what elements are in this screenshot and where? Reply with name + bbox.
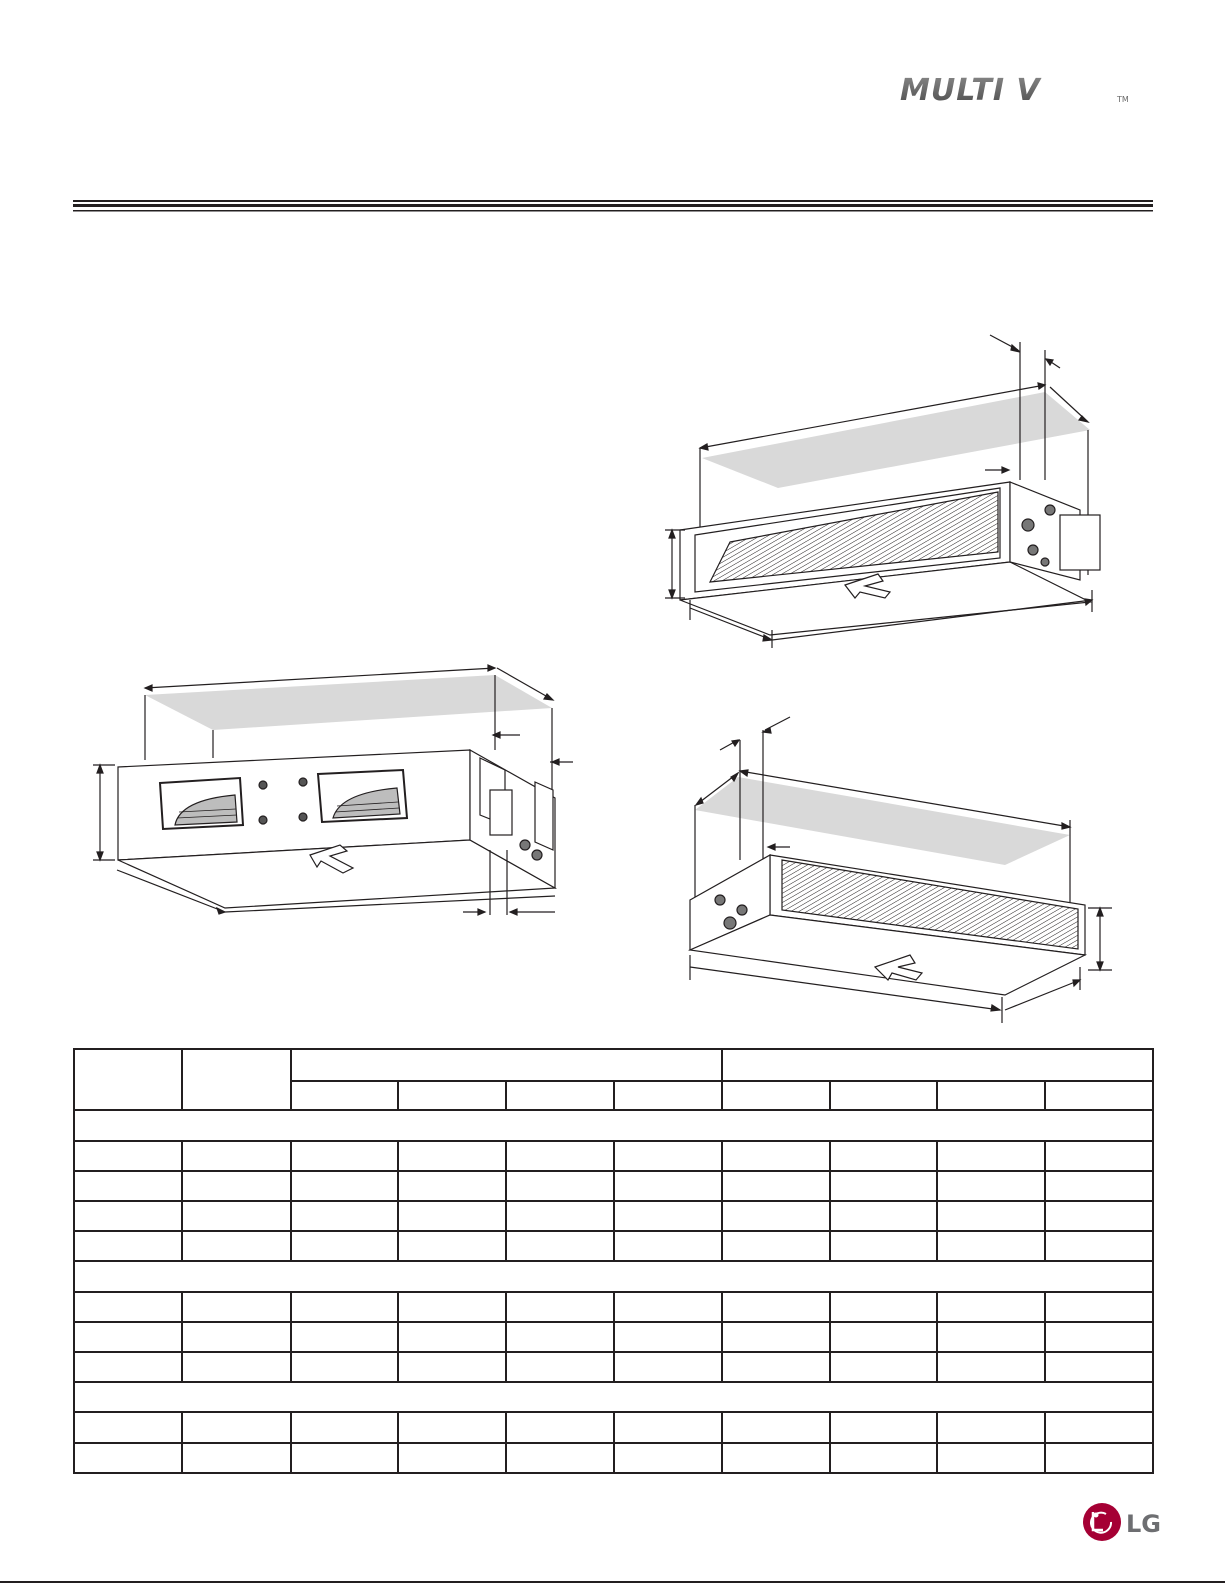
table-subheader-cell: [722, 1081, 830, 1110]
table-row: [74, 1201, 1153, 1231]
diagram-ducted-unit-top-right: [660, 330, 1130, 660]
table-row: [74, 1292, 1153, 1322]
table-row: [74, 1412, 1153, 1442]
table-header-cell: [74, 1049, 182, 1110]
table-row: [74, 1141, 1153, 1171]
table-section-row: [74, 1110, 1153, 1140]
table-group-header: [722, 1049, 1153, 1081]
multi-v-logo: [900, 72, 1155, 112]
svg-text:LG: LG: [1126, 1510, 1161, 1538]
svg-text:MULTI V: MULTI V: [900, 73, 1041, 108]
header-rule: [73, 200, 1153, 214]
table-header-row: [74, 1049, 1153, 1081]
table-row: [74, 1322, 1153, 1352]
diagram-ducted-unit-bottom-right: [660, 705, 1140, 1025]
table-section-row: [74, 1382, 1153, 1412]
spec-table: [73, 1048, 1154, 1474]
table-row: [74, 1171, 1153, 1201]
diagram-ducted-unit-left: [85, 650, 605, 930]
footer-rule: [0, 1581, 1225, 1583]
table-row: [74, 1352, 1153, 1382]
table-row: [74, 1231, 1153, 1261]
svg-text:TM: TM: [1117, 95, 1129, 104]
table-subheader-cell: [614, 1081, 722, 1110]
table-section-row: [74, 1261, 1153, 1291]
table-section-title: [74, 1261, 1153, 1291]
table-subheader-cell: [830, 1081, 938, 1110]
table-row: [74, 1443, 1153, 1473]
lg-logo: [1082, 1500, 1162, 1545]
table-section-title: [74, 1110, 1153, 1140]
table-subheader-cell: [506, 1081, 614, 1110]
table-subheader-cell: [291, 1081, 399, 1110]
table-subheader-cell: [937, 1081, 1045, 1110]
table-group-header: [291, 1049, 722, 1081]
table-subheader-cell: [398, 1081, 506, 1110]
table-section-title: [74, 1382, 1153, 1412]
table-subheader-cell: [1045, 1081, 1153, 1110]
table-header-cell: [182, 1049, 291, 1110]
